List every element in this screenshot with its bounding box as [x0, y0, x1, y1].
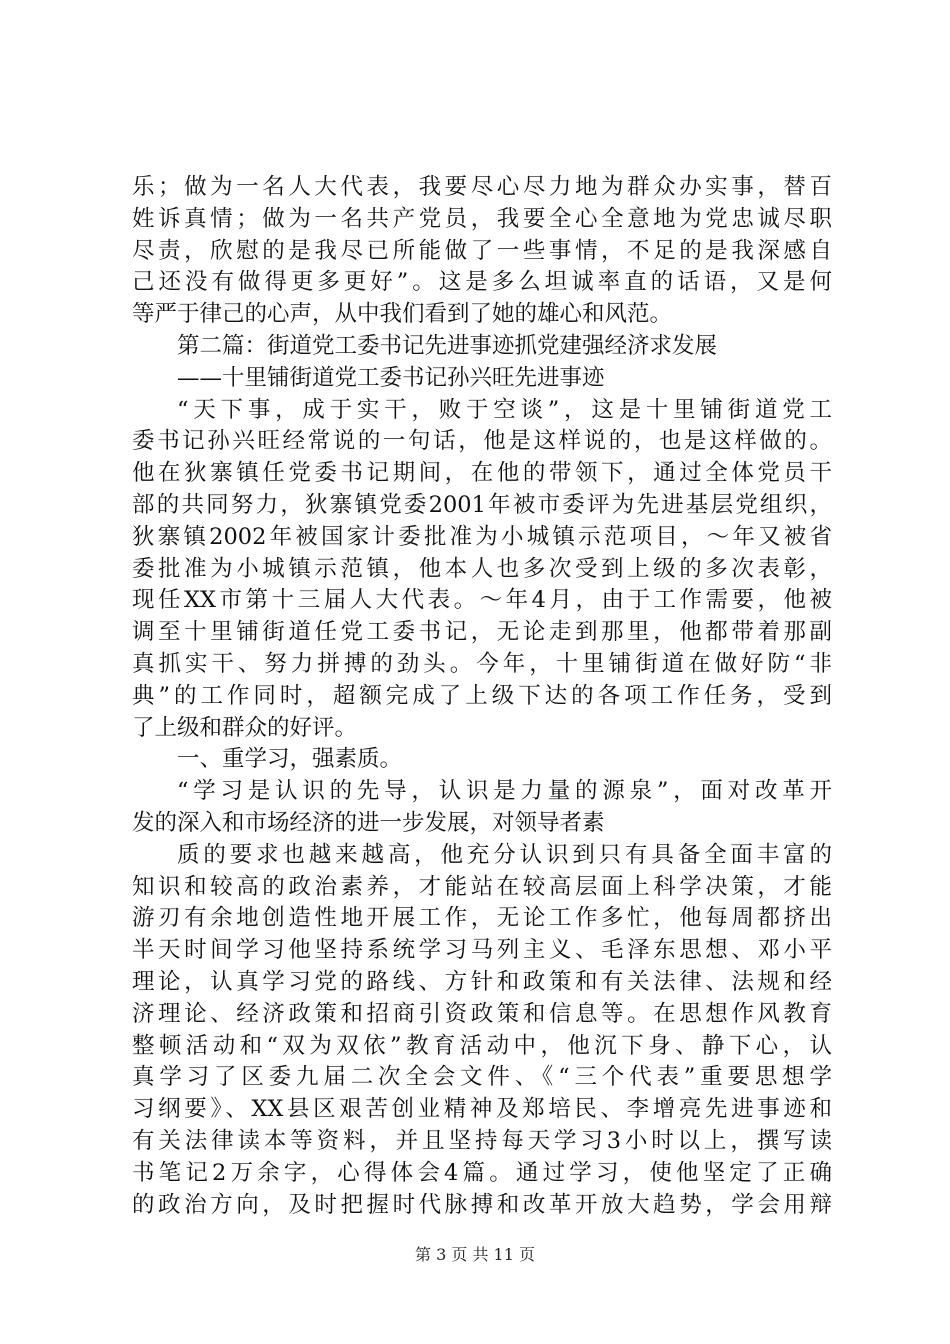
text-line: 真学习了区委九届二次全会文件、《“三个代表”重要思想学: [132, 1064, 832, 1091]
text-line: 半天时间学习他坚持系统学习马列主义、毛泽东思想、邓小平: [132, 937, 832, 964]
text-line: 习纲要》、XX县区艰苦创业精神及郑培民、李增亮先进事迹和: [132, 1096, 832, 1123]
text-line: 典”的工作同时，超额完成了上级下达的各项工作任务，受到: [132, 682, 832, 709]
text-line: 的政治方向，及时把握时代脉搏和改革开放大趋势，学会用辩: [132, 1191, 832, 1218]
text-line: 理论，认真学习党的路线、方针和政策和有关法律、法规和经: [132, 968, 832, 995]
text-line: 了上级和群众的好评。: [132, 714, 358, 741]
text-line: 济理论、经济政策和招商引资政策和信息等。在思想作风教育: [132, 1000, 832, 1027]
text-line: 知识和较高的政治素养，才能站在较高层面上科学决策，才能: [132, 873, 832, 900]
text-line: 一、重学习，强素质。: [177, 746, 403, 773]
text-line: 整顿活动和“双为双依”教育活动中，他沉下身、静下心，认: [132, 1032, 832, 1059]
document-body: [132, 172, 832, 1221]
page-footer: 第 3 页 共 11 页: [415, 1245, 535, 1264]
text-line: ——十里铺街道党工委书记孙兴旺先进事迹: [177, 364, 605, 391]
text-line: 现任XX市第十三届人大代表。～年4月，由于工作需要，他被: [132, 587, 832, 614]
text-line: 质的要求也越来越高，他充分认识到只有具备全面丰富的: [177, 841, 832, 868]
text-line: 书笔记2万余字，心得体会4篇。通过学习，使他坚定了正确: [132, 1159, 832, 1186]
text-line: 真抓实干、努力拼搏的劲头。今年，十里铺街道在做好防“非: [132, 650, 832, 677]
text-line: “学习是认识的先导，认识是力量的源泉”，面对改革开: [177, 778, 832, 805]
text-line: 有关法律读本等资料，并且坚持每天学习3小时以上，撰写读: [132, 1127, 832, 1154]
text-line: 游刃有余地创造性地开展工作，无论工作多忙，他每周都挤出: [132, 905, 832, 932]
text-line: 委书记孙兴旺经常说的一句话，他是这样说的，也是这样做的。: [132, 428, 832, 455]
text-line: 发的深入和市场经济的进一步发展，对领导者素: [132, 809, 605, 836]
text-line: 等严于律己的心声，从中我们看到了她的雄心和风范。: [132, 301, 673, 328]
text-line: 委批准为小城镇示范镇，他本人也多次受到上级的多次表彰，: [132, 555, 832, 582]
text-line: 乐；做为一名人大代表，我要尽心尽力地为群众办实事，替百: [132, 174, 832, 200]
text-line: 尽责，欣慰的是我尽已所能做了一些事情，不足的是我深感自: [132, 237, 832, 264]
text-line: 姓诉真情；做为一名共产党员，我要全心全意地为党忠诚尽职: [132, 205, 832, 232]
text-line: 他在狄寨镇任党委书记期间，在他的带领下，通过全体党员干: [132, 460, 832, 487]
text-line: 狄寨镇2002年被国家计委批准为小城镇示范项目，～年又被省: [132, 523, 832, 550]
text-line: “天下事，成于实干，败于空谈”，这是十里铺街道党工: [177, 396, 832, 423]
text-line: 第二篇：街道党工委书记先进事迹抓党建强经济求发展: [177, 332, 718, 359]
text-line: 部的共同努力，狄寨镇党委2001年被市委评为先进基层党组织，: [132, 491, 832, 518]
text-line: 己还没有做得更多更好”。这是多么坦诚率直的话语，又是何: [132, 269, 832, 296]
text-line: 调至十里铺街道任党工委书记，无论走到那里，他都带着那副: [132, 619, 832, 646]
